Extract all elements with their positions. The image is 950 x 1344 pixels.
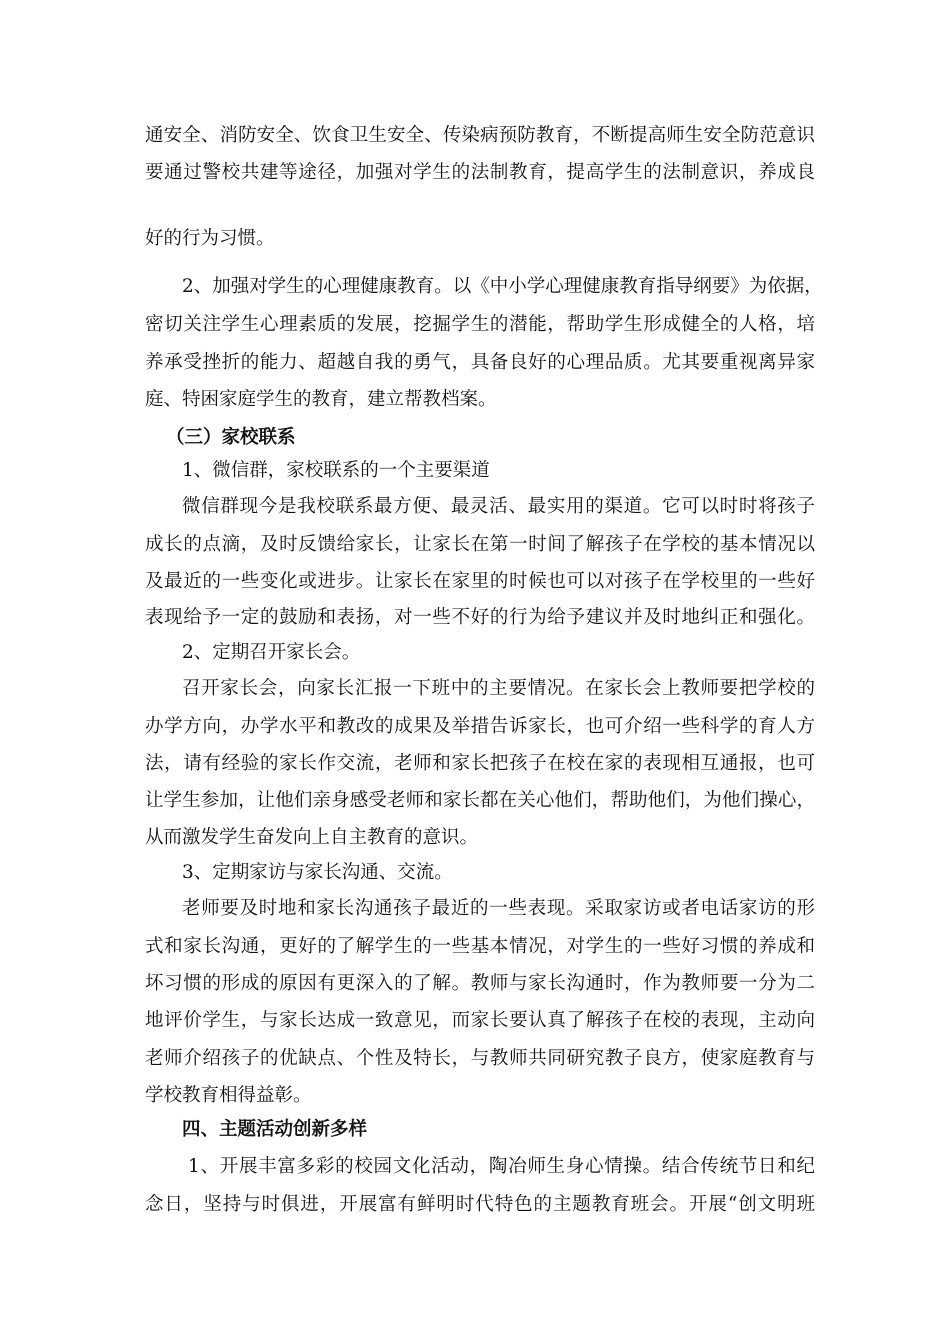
subsection-heading: 3、定期家访与家长沟通、交流。 [182, 862, 453, 883]
paragraph-line: 从而激发学生奋发向上自主教育的意识。 [145, 827, 479, 848]
paragraph-line: 通安全、消防安全、饮食卫生安全、传染病预防教育，不断提高师生安全防范意识 [145, 125, 815, 146]
paragraph-line: 表现给予一定的鼓励和表扬，对一些不好的行为给予建议并及时地纠正和强化。 [145, 607, 815, 628]
paragraph-line: 让学生参加，让他们亲身感受老师和家长都在关心他们，帮助他们，为他们操心， [145, 790, 815, 811]
paragraph-line: 要通过警校共建等途径，加强对学生的法制教育，提高学生的法制意识，养成良 [145, 162, 815, 183]
paragraph-line: 庭、特困家庭学生的教育，建立帮教档案。 [145, 389, 497, 410]
paragraph-line: 式和家长沟通，更好的了解学生的一些基本情况，对学生的一些好习惯的养成和 [145, 936, 815, 957]
subsection-heading: 1、微信群，家校联系的一个主要渠道 [182, 460, 490, 481]
section-heading: 四、主题活动创新多样 [182, 1119, 368, 1140]
paragraph-line: 微信群现今是我校联系最方便、最灵活、最实用的渠道。它可以时时将孩子 [182, 496, 815, 517]
paragraph-line: 成长的点滴，及时反馈给家长，让家长在第一时间了解孩子在学校的基本情况以 [145, 534, 815, 555]
paragraph-line: 及最近的一些变化或进步。让家长在家里的时候也可以对孩子在学校里的一些好 [145, 571, 815, 592]
paragraph-line: 坏习惯的形成的原因有更深入的了解。教师与家长沟通时，作为教师要一分为二 [145, 973, 815, 994]
paragraph-line: 2、加强对学生的心理健康教育。以《中小学心理健康教育指导纲要》为依据， [182, 276, 823, 297]
paragraph-line: 召开家长会，向家长汇报一下班中的主要情况。在家长会上教师要把学校的 [182, 678, 815, 699]
paragraph-line: 老师介绍孩子的优缺点、个性及特长，与教师共同研究教子良方，使家庭教育与 [145, 1048, 815, 1069]
paragraph-line: 地评价学生，与家长达成一致意见，而家长要认真了解孩子在校的表现，主动向 [145, 1010, 815, 1031]
paragraph-line: 1、开展丰富多彩的校园文化活动，陶冶师生身心情操。结合传统节日和纪 [188, 1156, 815, 1177]
paragraph-line: 学校教育相得益彰。 [145, 1085, 312, 1106]
subsection-heading: 2、定期召开家长会。 [182, 642, 361, 663]
paragraph-line: 念日，坚持与时俱进，开展富有鲜明时代特色的主题教育班会。开展“创文明班 [145, 1194, 815, 1215]
paragraph-line: 好的行为习惯。 [145, 228, 275, 249]
paragraph-line: 密切关注学生心理素质的发展，挖掘学生的潜能，帮助学生形成健全的人格，培 [145, 314, 815, 335]
paragraph-line: 法，请有经验的家长作交流，老师和家长把孩子在校在家的表现相互通报，也可 [145, 753, 815, 774]
paragraph-line: 办学方向，办学水平和教改的成果及举措告诉家长，也可介绍一些科学的育人方 [145, 716, 815, 737]
paragraph-line: 老师要及时地和家长沟通孩子最近的一些表现。采取家访或者电话家访的形 [182, 898, 815, 919]
paragraph-line: 养承受挫折的能力、超越自我的勇气，具备良好的心理品质。尤其要重视离异家 [145, 352, 815, 373]
section-heading: （三）家校联系 [166, 427, 296, 448]
